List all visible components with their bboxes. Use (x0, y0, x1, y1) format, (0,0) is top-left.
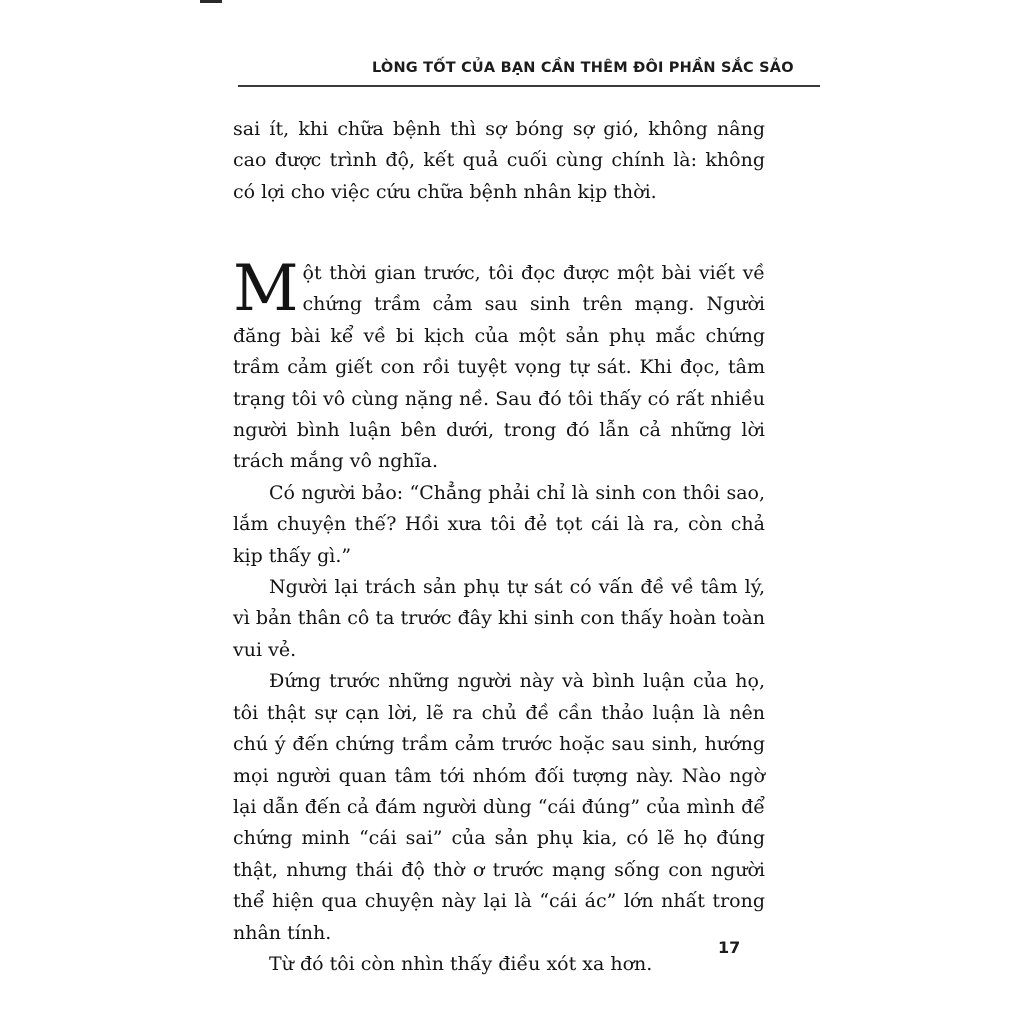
page-number: 17 (718, 938, 741, 957)
first-paragraph-text: ột thời gian trước, tôi đọc được một bài viết về chứng trầm cảm sau sinh trên mạng. Người đăng bài kể về bi kịch của một sản phụ mắc chứng trầm cảm giết con rồi tuyệt vọng tự sát. Khi đọc, tâm trạng tôi vô cùng nặng nề. Sau đó tôi thấy có rất nhiều người bình luận bên dưới, trong đó lẫn cả những lời trách mắng vô nghĩa. (233, 262, 765, 473)
section-text-block (233, 252, 765, 980)
first-paragraph (233, 252, 765, 478)
intro-paragraph: sai ít, khi chữa bệnh thì sợ bóng sợ gió, không nâng cao được trình độ, kết quả cuối cùng chính là: không có lợi cho việc cứu chữa bệnh nhân kịp thời. (233, 118, 765, 203)
running-header-title: LÒNG TỐT CỦA BẠN CẦN THÊM ĐÔI PHẦN SẮC SẢO (372, 60, 794, 76)
header-rule (238, 85, 820, 87)
paragraph-reflection: Đứng trước những người này và bình luận của họ, tôi thật sự cạn lời, lẽ ra chủ đề cần thảo luận là nên chú ý đến chứng trầm cảm trước hoặc sau sinh, hướng mọi người quan tâm tới nhóm đối tượng này. Nào ngờ lại dẫn đến cả đám người dùng “cái đúng” của mình để chứng minh “cái sai” của sản phụ kia, có lẽ họ đúng thật, nhưng thái độ thờ ơ trước mạng sống con người thể hiện qua chuyện này lại là “cái ác” lớn nhất trong nhân tính. (233, 670, 765, 944)
paragraph-closing: Từ đó tôi còn nhìn thấy điều xót xa hơn. (269, 952, 653, 975)
page-corner-mark (200, 0, 222, 3)
intro-text-block (233, 114, 765, 208)
paragraph-quote: Có người bảo: “Chẳng phải chỉ là sinh con thôi sao, lắm chuyện thế? Hồi xưa tôi đẻ tọt cái là ra, còn chả kịp thấy gì.” (233, 481, 765, 567)
drop-cap: M (233, 252, 299, 326)
paragraph-blame: Người lại trách sản phụ tự sát có vấn đề về tâm lý, vì bản thân cô ta trước đây khi sinh con thấy hoàn toàn vui vẻ. (233, 576, 765, 661)
